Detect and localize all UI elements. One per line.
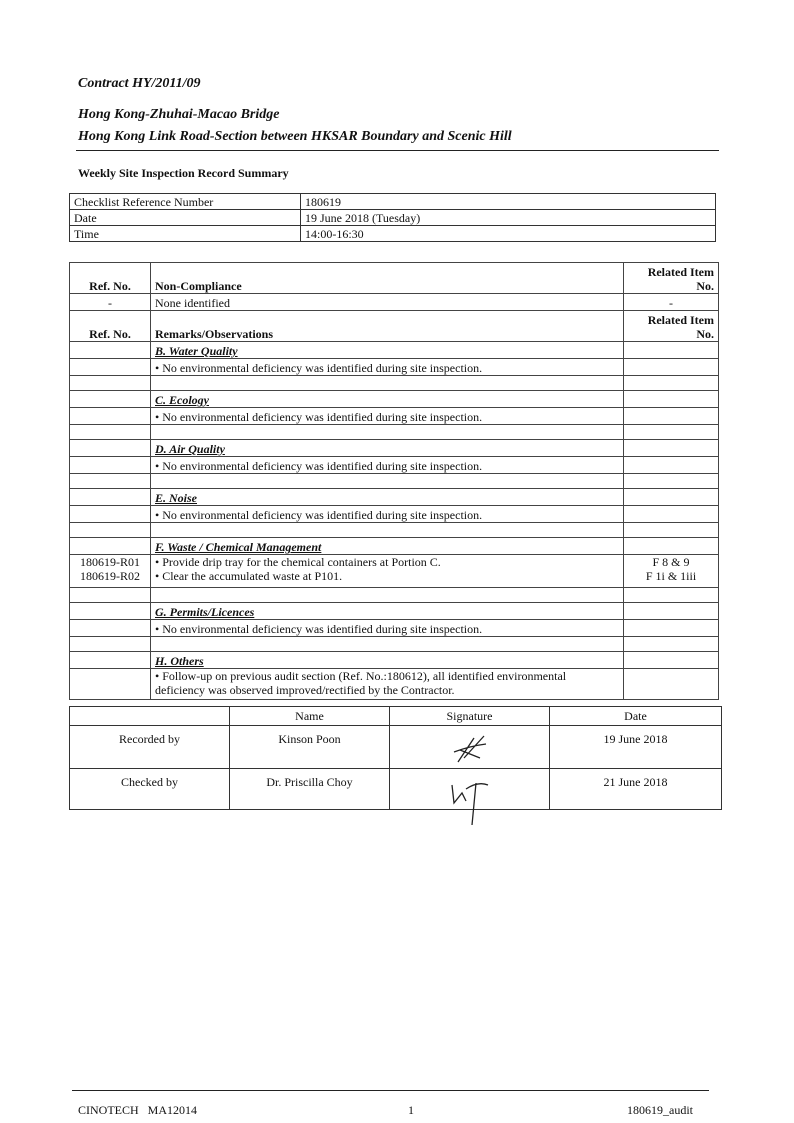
remark-text: • No environmental deficiency was identified during site inspection. (151, 620, 624, 637)
table-row (70, 408, 719, 425)
reference-row (70, 194, 716, 210)
signature-cell (390, 726, 550, 769)
table-row (70, 555, 719, 588)
project-title: Hong Kong-Zhuhai-Macao Bridge (78, 107, 280, 122)
waste-ref: 180619-R01 (80, 555, 140, 569)
section-title: Hong Kong Link Road-Section between HKSAR Boundary and Scenic Hill (78, 129, 512, 144)
waste-item-text: • Clear the accumulated waste at P101. (155, 569, 343, 583)
table-row (70, 440, 719, 457)
section-heading-air: D. Air Quality (151, 440, 624, 457)
remark-text: • No environmental deficiency was identified during site inspection. (151, 457, 624, 474)
noncompliance-ref: - (70, 294, 151, 311)
related-header: Related Item No. (624, 263, 719, 294)
remark-text: • No environmental deficiency was identified during site inspection. (151, 506, 624, 523)
table-row (70, 342, 719, 359)
reference-row (70, 226, 716, 242)
others-text: • Follow-up on previous audit section (Ref. No.:180612), all identified environmental deficiency was observed improved/rectified by the Contractor. (151, 669, 624, 700)
footer-filename: 180619_audit (627, 1103, 693, 1117)
table-row (70, 603, 719, 620)
reference-row (70, 210, 716, 226)
name-header: Name (230, 707, 390, 726)
table-row (70, 523, 719, 538)
ref-header: Ref. No. (70, 263, 151, 294)
ref-header: Ref. No. (70, 311, 151, 342)
signature-mark (440, 732, 500, 768)
signoff-role: Recorded by (70, 726, 230, 769)
table-row (70, 457, 719, 474)
summary-title: Weekly Site Inspection Record Summary (78, 166, 289, 180)
reference-table (69, 193, 716, 242)
section-heading-waste: F. Waste / Chemical Management (151, 538, 624, 555)
remark-text: • No environmental deficiency was identified during site inspection. (151, 408, 624, 425)
signature-header: Signature (390, 707, 550, 726)
table-row (70, 637, 719, 652)
signoff-row-checked (70, 769, 722, 810)
table-row (70, 506, 719, 523)
reference-label: Date (70, 210, 301, 226)
table-row (70, 652, 719, 669)
section-heading-permits: G. Permits/Licences (151, 603, 624, 620)
remark-text: • No environmental deficiency was identified during site inspection. (151, 359, 624, 376)
signoff-date: 19 June 2018 (550, 726, 722, 769)
table-row (70, 538, 719, 555)
section-heading-water: B. Water Quality (151, 342, 624, 359)
waste-item-text: • Provide drip tray for the chemical containers at Portion C. (155, 555, 441, 569)
signoff-date: 21 June 2018 (550, 769, 722, 810)
noncompliance-text: None identified (151, 294, 624, 311)
noncompliance-related: - (624, 294, 719, 311)
inspection-table (69, 262, 719, 700)
related-header: Related Item No. (624, 311, 719, 342)
reference-value: 180619 (301, 194, 716, 210)
reference-label: Checklist Reference Number (70, 194, 301, 210)
footer-company: CINOTECH MA12014 (78, 1103, 197, 1117)
table-row (70, 376, 719, 391)
signature-mark (440, 775, 500, 827)
signoff-row-recorded (70, 726, 722, 769)
header-rule (76, 150, 719, 151)
remarks-header-row (70, 311, 719, 342)
reference-value: 14:00-16:30 (301, 226, 716, 242)
noncompliance-header: Non-Compliance (151, 263, 624, 294)
table-row (70, 359, 719, 376)
signoff-name: Dr. Priscilla Choy (230, 769, 390, 810)
table-row (70, 669, 719, 700)
contract-title: Contract HY/2011/09 (78, 76, 201, 91)
date-header: Date (550, 707, 722, 726)
footer-page-number: 1 (408, 1103, 414, 1117)
table-row (70, 294, 719, 311)
signoff-table (69, 706, 722, 810)
table-row (70, 425, 719, 440)
signoff-header-row (70, 707, 722, 726)
signature-cell (390, 769, 550, 810)
waste-related: F 1i & 1iii (645, 569, 697, 583)
section-heading-noise: E. Noise (151, 489, 624, 506)
table-row (70, 474, 719, 489)
signoff-name: Kinson Poon (230, 726, 390, 769)
table-row (70, 489, 719, 506)
waste-related: F 8 & 9 (652, 555, 690, 569)
table-row (70, 620, 719, 637)
waste-ref: 180619-R02 (80, 569, 140, 583)
reference-label: Time (70, 226, 301, 242)
section-heading-others: H. Others (151, 652, 624, 669)
reference-value: 19 June 2018 (Tuesday) (301, 210, 716, 226)
remarks-header: Remarks/Observations (151, 311, 624, 342)
table-row (70, 588, 719, 603)
section-heading-ecology: C. Ecology (151, 391, 624, 408)
signoff-role: Checked by (70, 769, 230, 810)
table-row (70, 391, 719, 408)
noncompliance-header-row (70, 263, 719, 294)
footer-rule (72, 1090, 709, 1091)
